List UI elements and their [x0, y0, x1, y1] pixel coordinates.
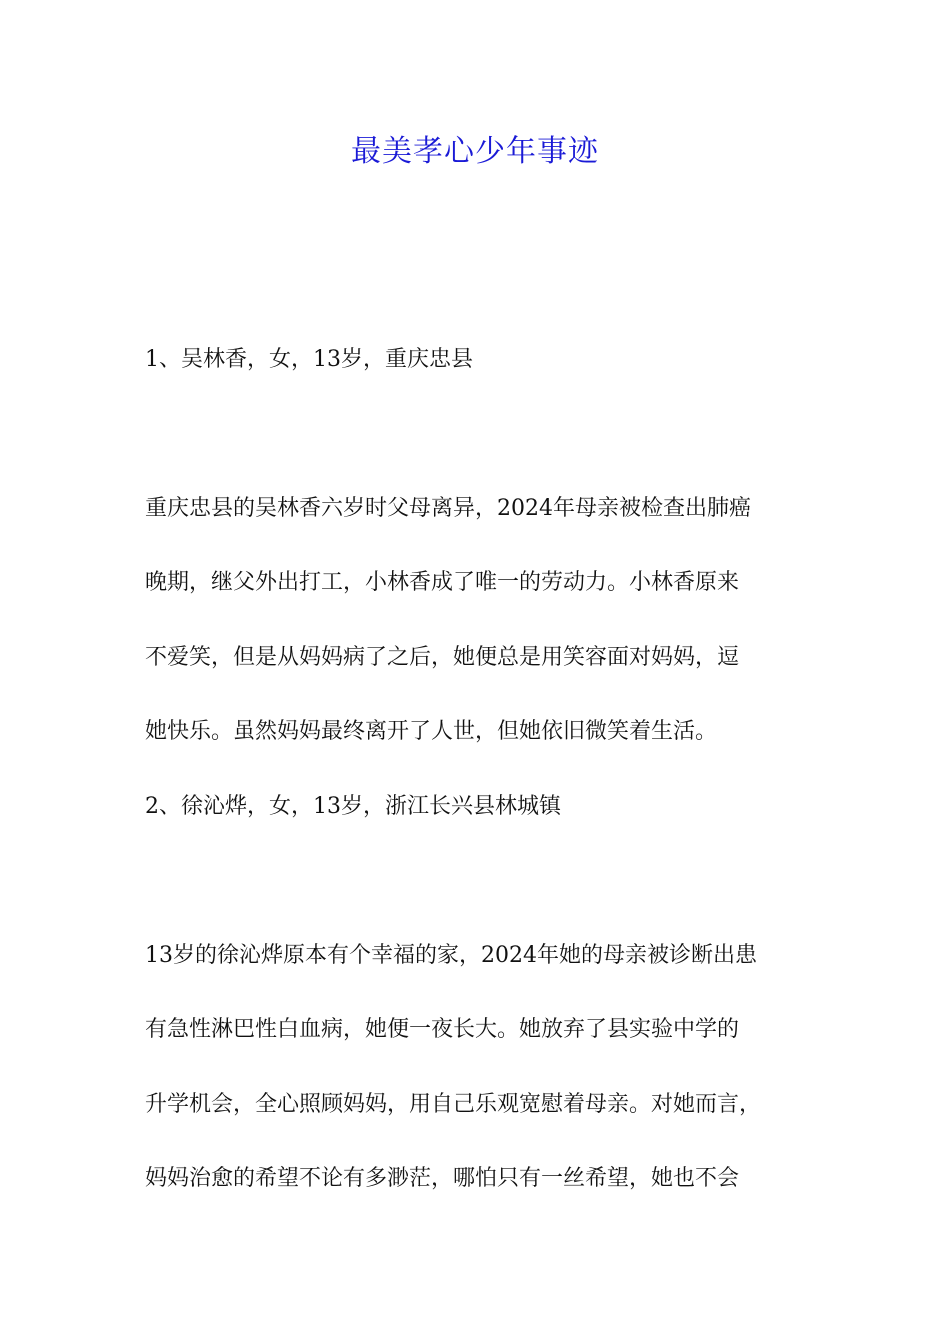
document-title: 最美孝心少年事迹	[351, 134, 599, 169]
paragraph-line: 不爱笑，但是从妈妈病了之后，她便总是用笑容面对妈妈，逗	[145, 645, 740, 670]
heading-line-2: 2、徐沁烨，女，13岁，浙江长兴县林城镇	[145, 794, 561, 819]
paragraph-line: 妈妈治愈的希望不论有多渺茫，哪怕只有一丝希望，她也不会	[145, 1166, 740, 1191]
paragraph-line: 重庆忠县的吴林香六岁时父母离异，2024年母亲被检查出肺癌	[145, 496, 751, 521]
paragraph-line: 13岁的徐沁烨原本有个幸福的家，2024年她的母亲被诊断出患	[145, 943, 757, 968]
paragraph-line: 晚期，继父外出打工，小林香成了唯一的劳动力。小林香原来	[145, 570, 740, 595]
paragraph-line: 有急性淋巴性白血病，她便一夜长大。她放弃了县实验中学的	[145, 1017, 740, 1042]
paragraph-line: 她快乐。虽然妈妈最终离开了人世，但她依旧微笑着生活。	[145, 719, 718, 744]
heading-line-1: 1、吴林香，女，13岁，重庆忠县	[145, 347, 473, 372]
paragraph-line: 升学机会，全心照顾妈妈，用自己乐观宽慰着母亲。对她而言，	[145, 1092, 762, 1117]
